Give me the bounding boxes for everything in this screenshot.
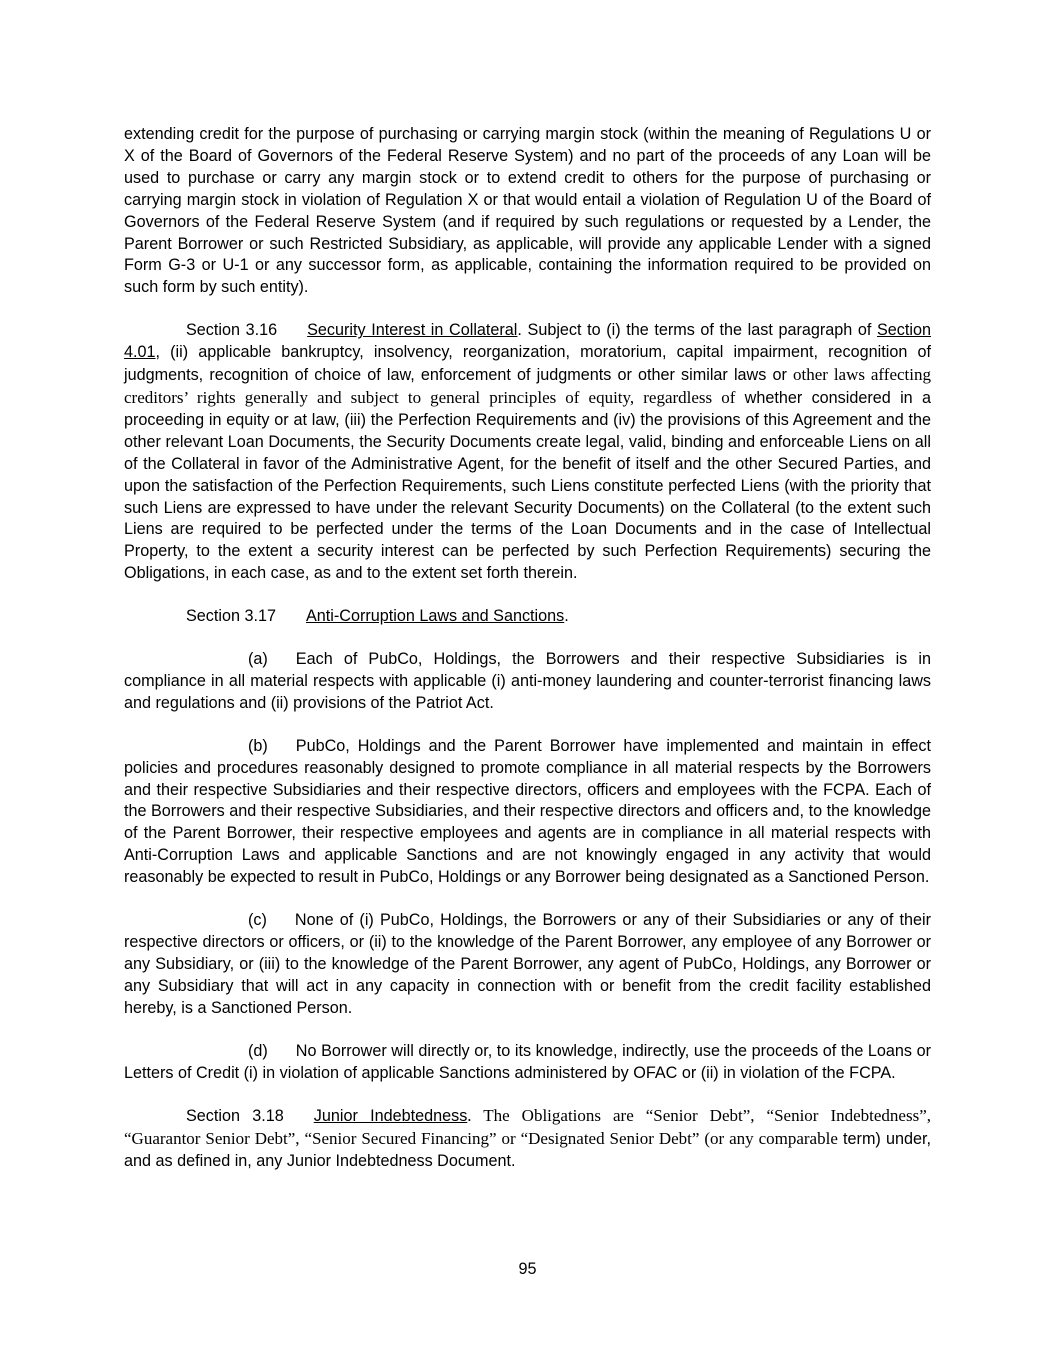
- clause-text: None of (i) PubCo, Holdings, the Borrowers or any of their Subsidiaries or any of their respective directors or officers, or (ii) to the knowledge of the Parent Borrower, any employee of any Borrower or any Subsidiary, or (iii) to the knowledge of the Parent Borrower, any agent of PubCo, Holdings, any Borrower or any Subsidiary that will act in any capacity in connection with or benefit from the credit facility established hereby, is a Sanctioned Person.: [124, 911, 931, 1017]
- section-3-16: [124, 320, 931, 585]
- section-text: , (ii) applicable bankruptcy, insolvency, reorganization, moratorium, capital impairment, recognition of judgments, recognition of choice of law, enforcement of judgments or other similar laws or: [124, 343, 931, 385]
- clause-text: PubCo, Holdings and the Parent Borrower have implemented and maintain in effect policies and procedures reasonably designed to promote compliance in all material respects by the Borrowers and their respective Subsidiaries and their respective directors, officers and employees with the FCPA. Each of the Borrowers and their respective Subsidiaries, and their respective directors and officers and, to the knowledge of the Parent Borrower, their respective employees and agents are in compliance in all material respects with Anti-Corruption Laws and applicable Sanctions and are not knowingly engaged in any activity that would reasonably be expected to result in PubCo, Holdings or any Borrower being designated as a Sanctioned Person.: [124, 736, 931, 887]
- section-text-serif: other laws affecting creditors’ rights generally and subject to general principles of equity, regardless of: [124, 365, 931, 407]
- page-number: 95: [518, 1260, 537, 1278]
- section-3-17: [124, 606, 931, 628]
- section-title: Security Interest in Collateral: [307, 321, 518, 340]
- clause-a: [124, 649, 931, 715]
- section-number: Section 3.17: [186, 607, 276, 626]
- section-text: whether considered in a proceeding in equity or at law, (iii) the Perfection Requirements and (iv) the provisions of this Agreement and the other relevant Loan Documents, the Security Documents create legal, valid, binding and enforceable Liens on all of the Collateral in favor of the Administrative Agent, for the benefit of itself and the other Secured Parties, and upon the satisfaction of the Perfection Requirements, such Liens constitute perfected Liens (with the priority that such Liens are expressed to have under the relevant Security Documents) on the Collateral (to the extent such Liens are required to be perfected under the terms of the Loan Documents and in the case of Intellectual Property, to the extent a security interest can be perfected by such Perfection Requirements) securing the Obligations, in each case, as and to the extent set forth therein.: [124, 388, 931, 583]
- clause-text: Each of PubCo, Holdings, the Borrowers and their respective Subsidiaries is in compliance in all material respects with applicable (i) anti-money laundering and counter-terrorist financing laws and regulations and (ii) provisions of the Patriot Act.: [124, 650, 931, 712]
- section-number: Section 3.18: [186, 1107, 284, 1126]
- section-text: . Subject to (i) the terms of the last paragraph of: [517, 321, 877, 340]
- section-title: Anti-Corruption Laws and Sanctions: [306, 607, 565, 626]
- section-text-serif: . The Obligations are “Senior Debt”, “Senior Indebtedness”, “Guarantor Senior Debt”, “Senior Secured Financing” or “Designated Senior Debt” (or any comparable: [124, 1106, 931, 1149]
- clause-text: No Borrower will directly or, to its knowledge, indirectly, use the proceeds of the Loans or Letters of Credit (i) in violation of applicable Sanctions administered by OFAC or (ii) in violation of the FCPA.: [124, 1041, 931, 1082]
- section-text: .: [564, 607, 569, 626]
- clause-c: [124, 910, 931, 1020]
- clause-d: [124, 1041, 931, 1085]
- clause-label: (b): [248, 736, 268, 755]
- document-page: [124, 124, 931, 1194]
- section-3-18: [124, 1105, 931, 1173]
- paragraph-continuation: extending credit for the purpose of purchasing or carrying margin stock (within the meaning of Regulations U or X of the Board of Governors of the Federal Reserve System) and no part of the proceeds of any Loan will be used to purchase or carry any margin stock or to extend credit to others for the purpose of purchasing or carrying margin stock in violation of Regulation X or that would entail a violation of Regulation U of the Board of Governors of the Federal Reserve System (and if required by such regulations or requested by a Lender, the Parent Borrower or such Restricted Subsidiary, as applicable, will provide any applicable Lender with a signed Form G-3 or U-1 or any successor form, as applicable, containing the information required to be provided on such form by such entity).: [124, 125, 931, 297]
- clause-label: (d): [248, 1041, 268, 1060]
- section-title: Junior Indebtedness: [313, 1107, 468, 1126]
- section-cross-reference: Section 4.01: [124, 321, 931, 362]
- clause-label: (c): [248, 911, 267, 930]
- section-text: term) under, and as defined in, any Junior Indebtedness Document.: [124, 1130, 931, 1171]
- clause-b: [124, 736, 931, 889]
- clause-label: (a): [248, 650, 268, 669]
- section-number: Section 3.16: [186, 321, 278, 340]
